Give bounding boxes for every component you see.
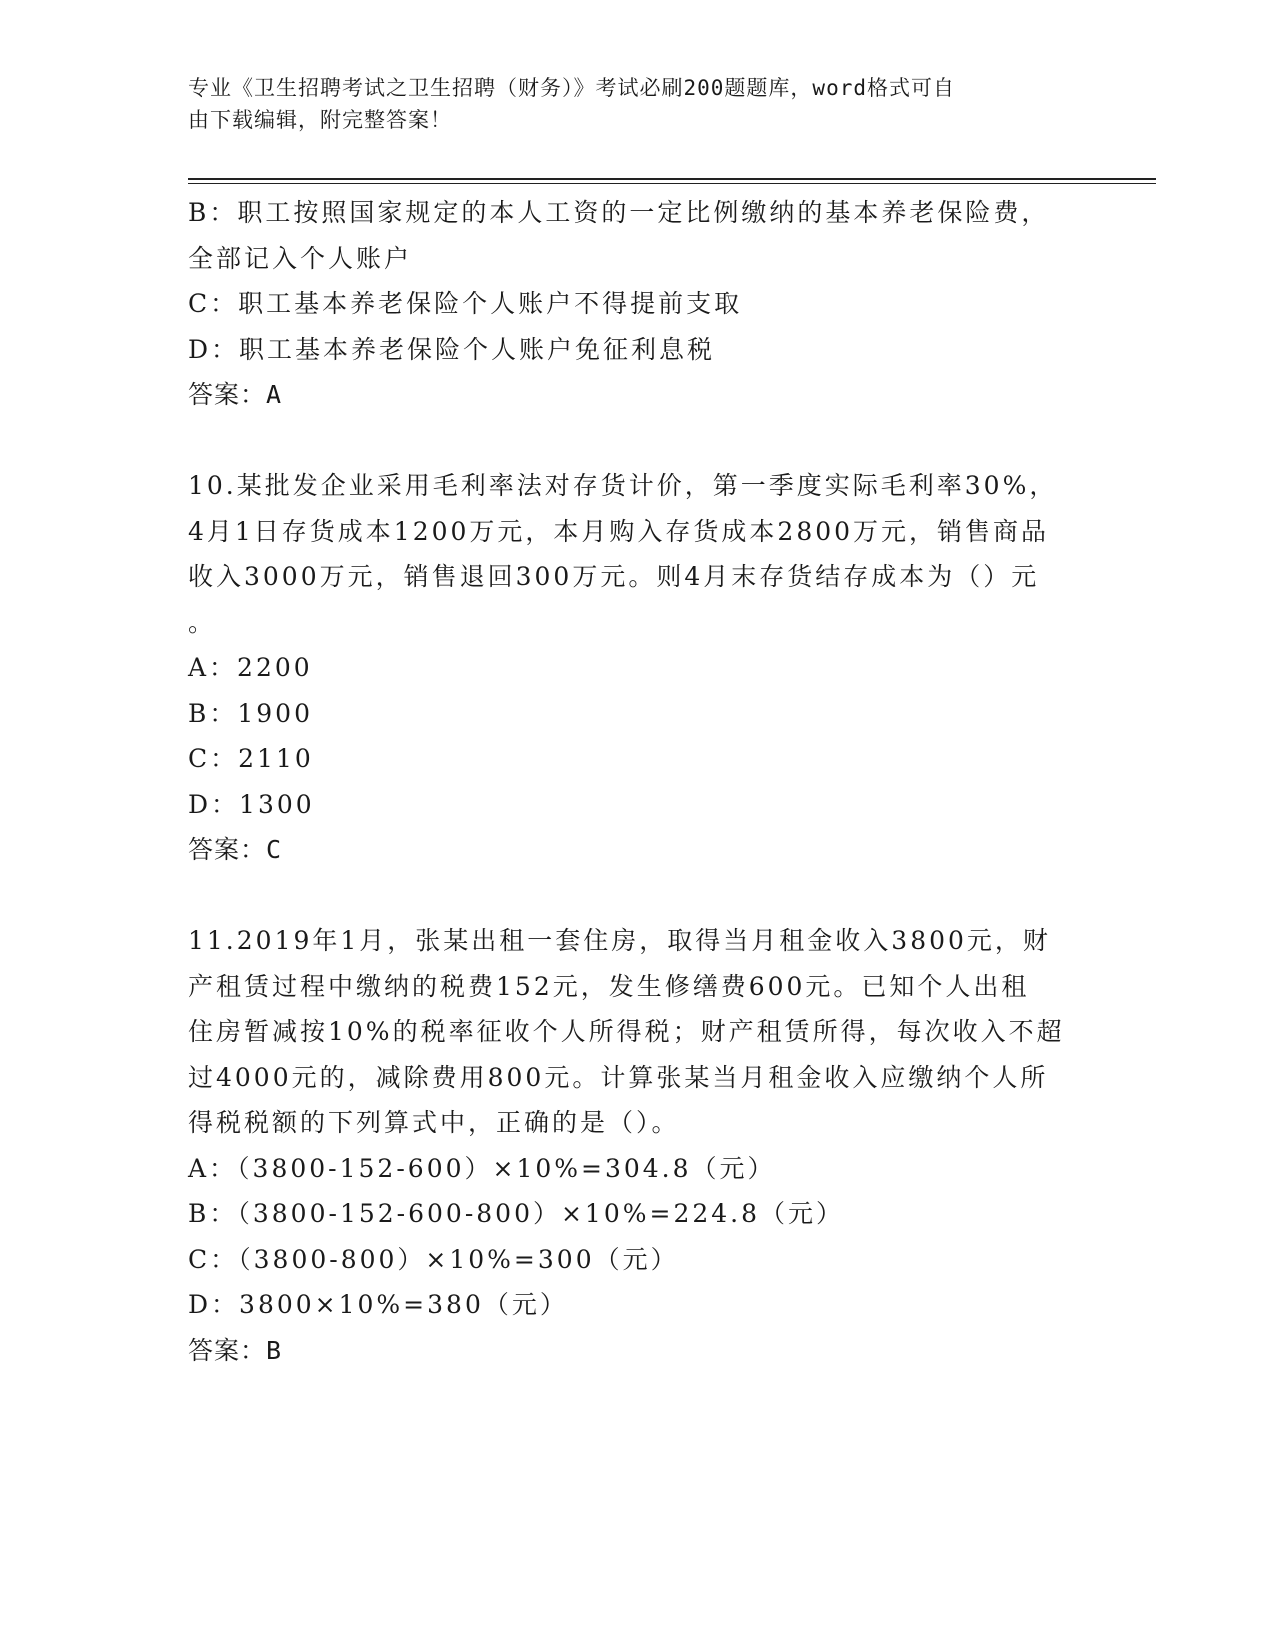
question-stem-line-1: 11.2019年1月，张某出租一套住房，取得当月租金收入3800元，财 [188,926,1051,955]
option-d: D：1300 [188,789,315,819]
answer: 答案：B [188,1335,283,1365]
option-b-line-1: B：职工按照国家规定的本人工资的一定比例缴纳的基本养老保险费， [188,198,1050,227]
option-d: D：职工基本养老保险个人账户免征利息税 [188,334,716,364]
option-c: C：2110 [188,744,314,773]
question-stem-line-3: 住房暂减按10%的税率征收个人所得税；财产租赁所得，每次收入不超 [188,1017,1065,1046]
option-c: C：职工基本养老保险个人账户不得提前支取 [188,289,743,318]
question-stem-line-4: 过4000元的，减除费用800元。计算张某当月租金收入应缴纳个人所 [188,1062,1049,1092]
option-a: A：（3800-152-600）×10%=304.8（元） [188,1153,776,1183]
option-c: C：（3800-800）×10%=300（元） [188,1244,679,1274]
option-d: D：3800×10%=380（元） [188,1290,568,1319]
header-line-1: 专业《卫生招聘考试之卫生招聘（财务）》考试必刷200题题库，word格式可自 [188,76,955,100]
option-a: A：2200 [188,653,313,682]
option-b-line-2: 全部记入个人账户 [188,243,413,273]
answer: 答案：C [188,835,283,864]
header-rule-thick [188,178,1156,180]
document-header [188,72,1088,136]
question-10 [188,463,1088,873]
question-stem-line-2: 4月1日存货成本1200万元，本月购入存货成本2800万元，销售商品 [188,516,1050,546]
header-line-2: 由下载编辑，附完整答案！ [188,108,452,132]
option-b: B：（3800-152-600-800）×10%=224.8（元） [188,1199,845,1228]
question-stem-line-5: 得税税额的下列算式中，正确的是（）。 [188,1108,680,1137]
question-11 [188,918,1088,1373]
answer: 答案：A [188,380,283,409]
spacer [188,873,1088,919]
question-9 [188,190,1088,418]
question-stem-line-4: 。 [188,607,217,637]
header-rule-thin [188,183,1156,184]
question-stem-line-2: 产租赁过程中缴纳的税费152元，发生修缮费600元。已知个人出租 [188,971,1030,1001]
option-b: B：1900 [188,698,313,728]
question-content [188,190,1088,1373]
spacer [188,418,1088,464]
question-stem-line-3: 收入3000万元，销售退回300万元。则4月末存货结存成本为（）元 [188,562,1040,591]
question-stem-line-1: 10.某批发企业采用毛利率法对存货计价，第一季度实际毛利率30%， [188,471,1058,500]
